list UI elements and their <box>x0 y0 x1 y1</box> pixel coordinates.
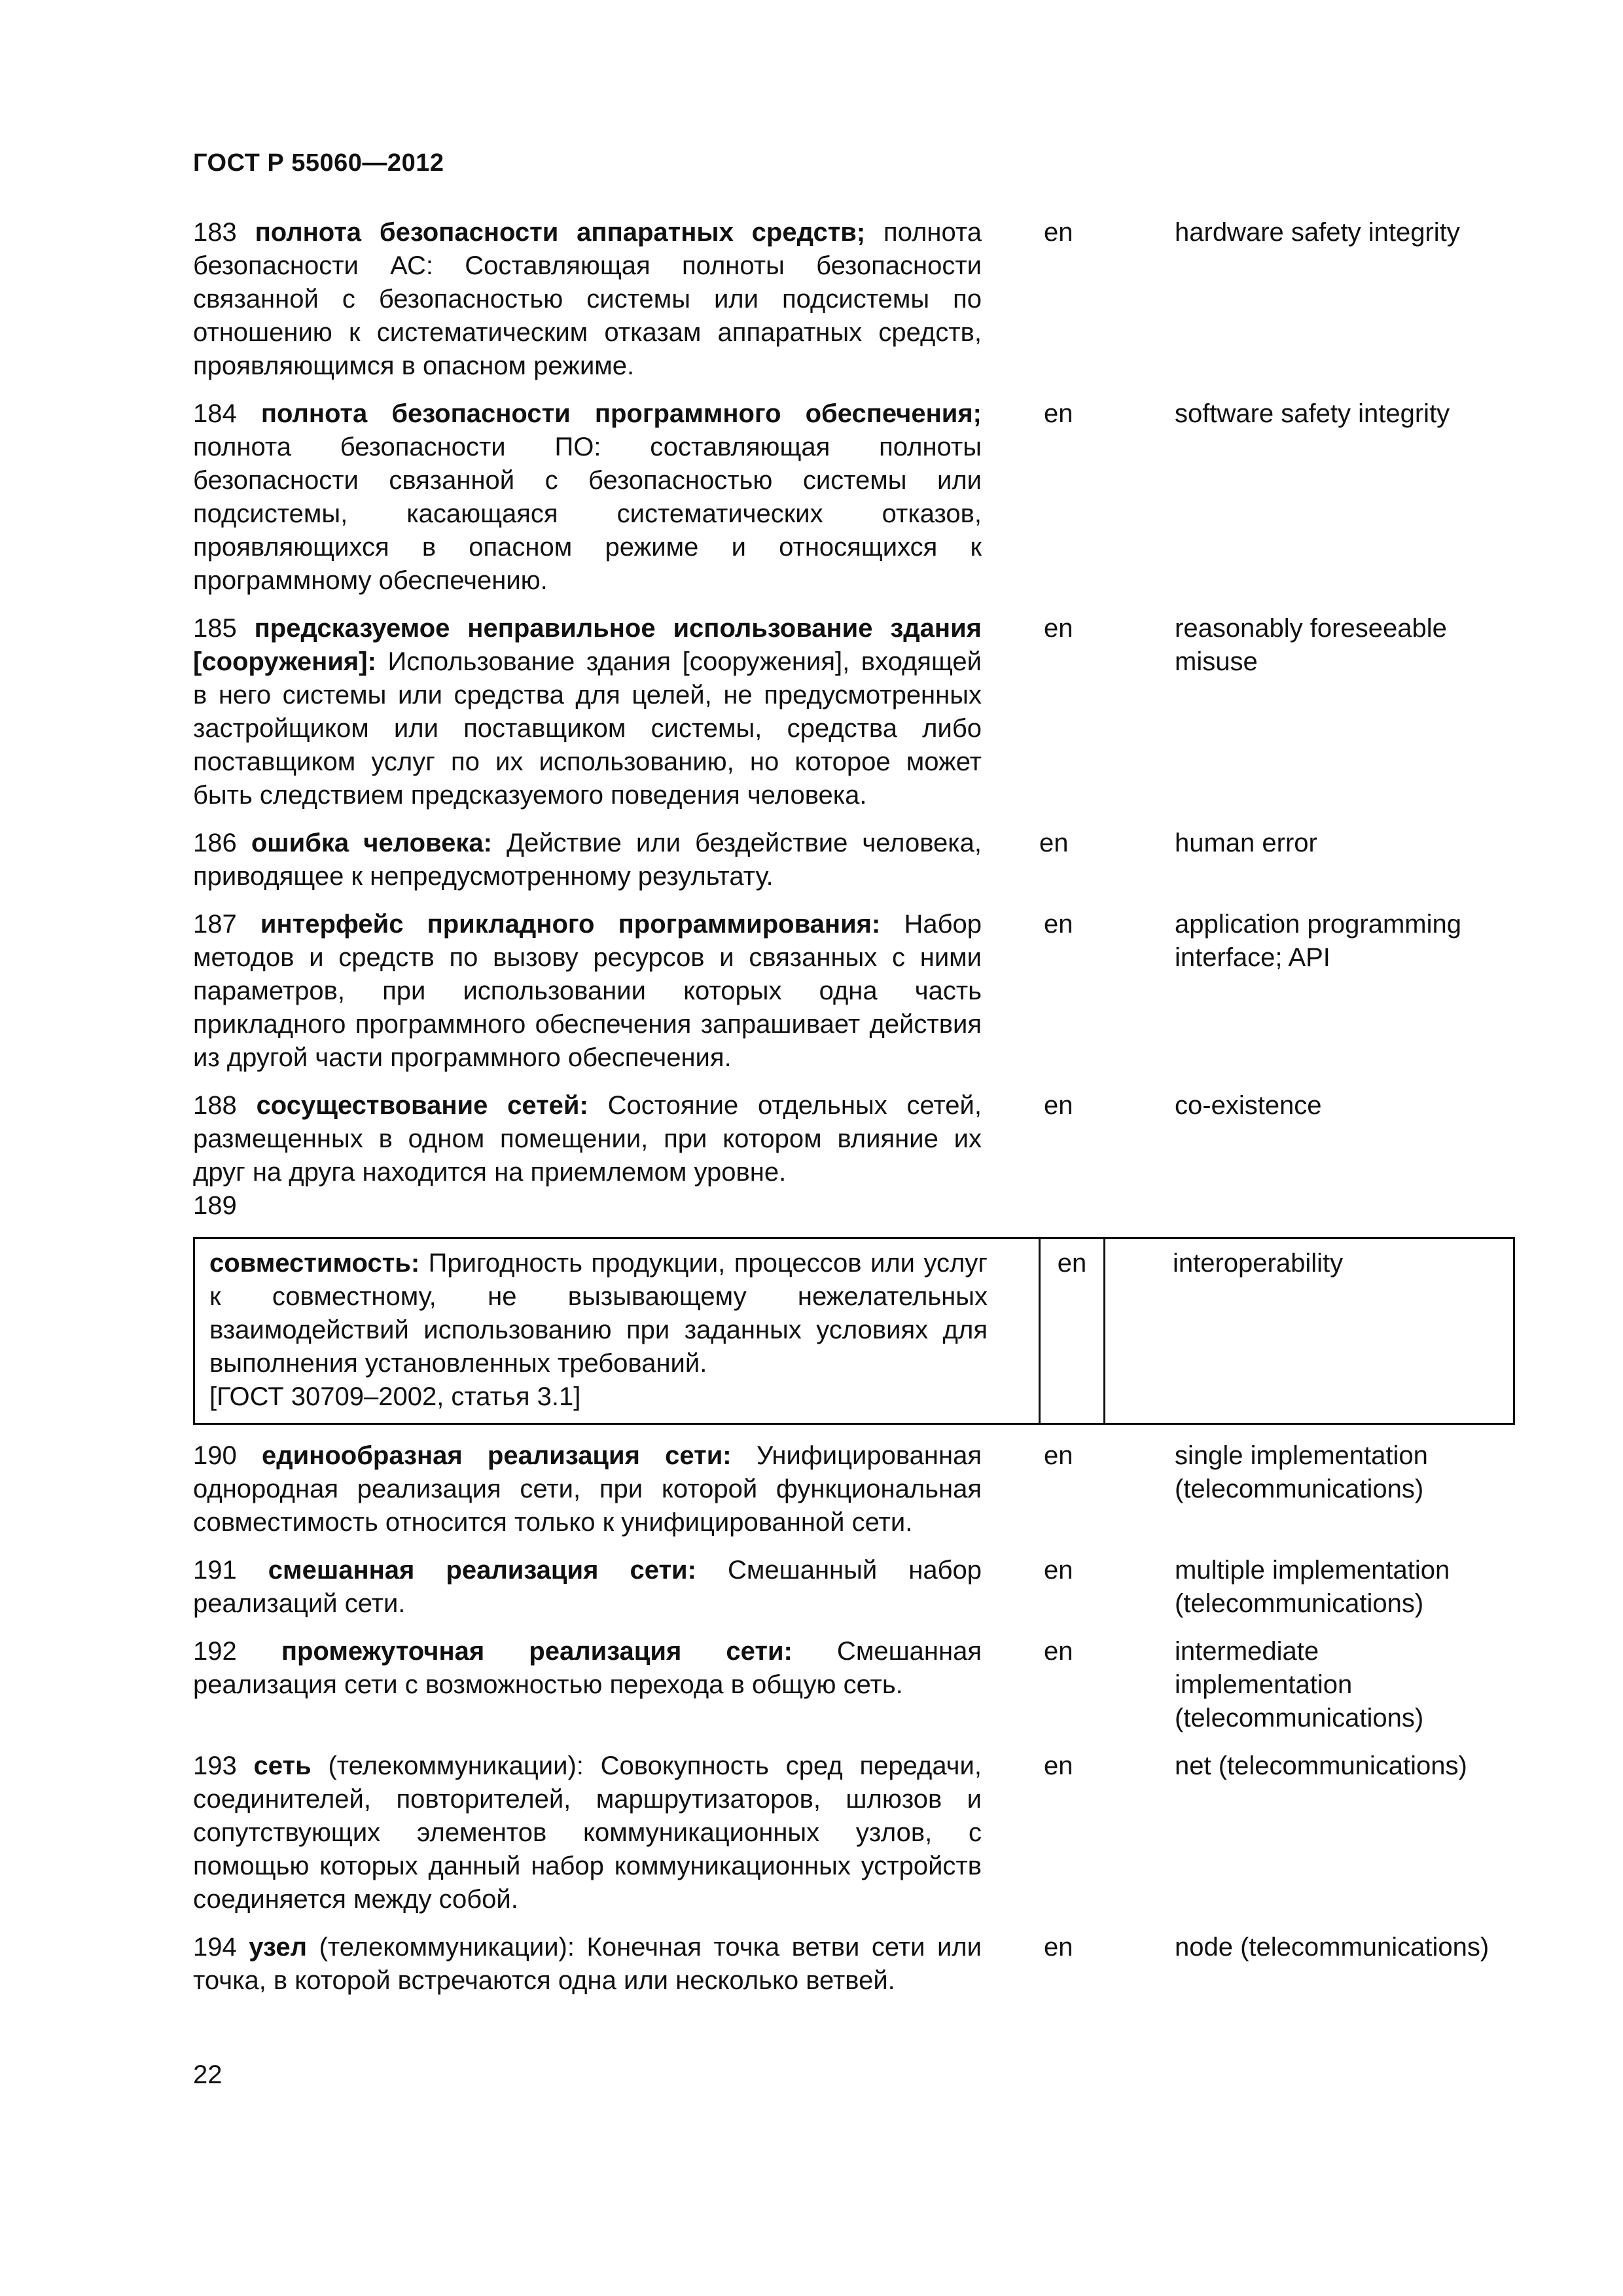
term-number: 190 <box>193 1441 237 1470</box>
term-title: единообразная реализация сети: <box>261 1441 732 1470</box>
term-english <box>1106 612 1446 679</box>
term-entry-184 <box>193 397 1515 598</box>
term-lang: en <box>1044 910 1073 939</box>
term-definition <box>193 397 982 598</box>
term-title: промежуточная реализация сети: <box>281 1637 793 1666</box>
term-english <box>1106 1439 1446 1506</box>
term-text: Действие или бездействие человека, приводящее к непредусмотренному результату. <box>193 829 982 891</box>
english-line: intermediate <box>1175 1637 1319 1666</box>
english-line: misuse <box>1175 647 1258 676</box>
term-entry-187 <box>193 908 1515 1075</box>
term-title: полнота безопасности программного обеспечения; <box>260 399 982 428</box>
term-lang: en <box>1044 1556 1073 1585</box>
english-line: (telecommunications) <box>1175 1475 1424 1503</box>
term-entry-188 <box>193 1089 1515 1189</box>
term-entry-194 <box>193 1931 1515 1998</box>
english-line: (telecommunications) <box>1175 1704 1424 1732</box>
term-number: 188 <box>193 1091 237 1120</box>
term-title: предсказуемое неправильное использование здания [сооружения]: <box>193 614 982 676</box>
term-definition <box>193 1439 982 1539</box>
term-title: смешанная реализация сети: <box>268 1556 696 1585</box>
term-number: 183 <box>193 218 237 247</box>
english-line: human error <box>1175 829 1317 857</box>
term-entry-193 <box>193 1749 1515 1916</box>
term-text: Смешанная реализация сети с возможностью перехода в общую сеть. <box>193 1637 982 1699</box>
term-english <box>1106 1089 1446 1122</box>
term-lang: en <box>1044 1441 1073 1470</box>
term-definition <box>193 216 982 383</box>
term-text: Состояние отдельных сетей, размещенных в одном помещении, при котором влияние их друг на друга находится на приемлемом уровне. <box>193 1091 982 1187</box>
term-number: 185 <box>193 614 237 643</box>
page-number: 22 <box>193 2060 223 2089</box>
term-definition <box>193 1931 982 1998</box>
term-title: интерфейс прикладного программирования: <box>260 910 881 939</box>
term-definition <box>193 1089 982 1189</box>
term-text: Набор методов и средств по вызову ресурсов и связанных с ними параметров, при использовании которых одна часть прикладного программного обеспечения запрашивает действия из другой части программного обеспечения. <box>193 910 982 1072</box>
english-line: hardware safety integrity <box>1175 218 1460 247</box>
term-lang: en <box>1044 1751 1073 1780</box>
term-english <box>1106 216 1460 249</box>
term-text: Пригодность продукции, процессов или услуг к совместному, не вызывающему нежелательных взаимодействий использованию при заданных условиях для выполнения установленных требований. <box>209 1249 988 1378</box>
term-english <box>1106 908 1462 975</box>
english-line: node (telecommunications) <box>1175 1933 1489 1962</box>
term-title: ошибка человека: <box>251 829 492 857</box>
term-definition <box>193 1749 982 1916</box>
english-line: multiple implementation <box>1175 1556 1450 1585</box>
english-line: reasonably foreseeable <box>1175 614 1447 643</box>
term-text: (телекоммуникации): Совокупность сред передачи, соединителей, повторителей, маршрутизаторов, шлюзов и сопутствующих элементов коммуникационных узлов, с помощью которых данный набор коммуникационных устройств соединяется между собой. <box>193 1751 982 1914</box>
term-definition <box>193 612 982 812</box>
term-entry-186 <box>193 827 1515 893</box>
english-line: software safety integrity <box>1175 399 1450 428</box>
term-definition <box>193 1554 982 1621</box>
term-entry-183 <box>193 216 1515 383</box>
term-english <box>1106 1554 1450 1621</box>
english-line: co-existence <box>1175 1091 1322 1120</box>
term-text: Использование здания [сооружения], входящей в него системы или средства для целей, не предусмотренных застройщиком или поставщиком системы, средства либо поставщиком услуг по их использованию, но которое может быть следствием предсказуемого поведения человека. <box>193 647 982 810</box>
term-lang: en <box>1044 614 1073 643</box>
term-title: совместимость: <box>209 1249 420 1278</box>
term-number: 192 <box>193 1637 237 1666</box>
term-lang: en <box>1044 1933 1073 1962</box>
term-number: 193 <box>193 1751 237 1780</box>
english-line: implementation <box>1175 1670 1353 1699</box>
term-text: полнота безопасности АС: Составляющая полноты безопасности связанной с безопасностью системы или подсистемы по отношению к систематическим отказам аппаратных средств, проявляющимся в опасном режиме. <box>193 218 982 380</box>
term-entry-191 <box>193 1554 1515 1621</box>
english-line: interface; API <box>1175 943 1330 972</box>
term-lang: en <box>1041 1239 1105 1423</box>
term-number-189: 189 <box>193 1191 237 1220</box>
term-text: (телекоммуникации): Конечная точка ветви сети или точка, в которой встречаются одна или несколько ветвей. <box>193 1933 982 1995</box>
term-english: interoperability <box>1173 1249 1344 1278</box>
term-number: 184 <box>193 399 237 428</box>
term-lang: en <box>1039 829 1069 857</box>
term-text: полнота безопасности ПО: составляющая полноты безопасности связанной с безопасностью системы или подсистемы, касающаяся систематических отказов, проявляющихся в опасном режиме и относящихся к программному обеспечению. <box>193 433 982 595</box>
term-number: 187 <box>193 910 237 939</box>
term-entry-189-box <box>193 1237 1515 1425</box>
term-list <box>193 216 1515 2012</box>
english-line: single implementation <box>1175 1441 1428 1470</box>
term-number: 194 <box>193 1933 237 1962</box>
term-text: Унифицированная однородная реализация сети, при которой функциональная совместимость относится только к унифицированной сети. <box>193 1441 982 1537</box>
term-definition <box>195 1239 1041 1423</box>
term-entry-190 <box>193 1439 1515 1539</box>
term-text: Смешанный набор реализаций сети. <box>193 1556 982 1618</box>
term-english <box>1106 397 1450 431</box>
term-title: узел <box>249 1933 308 1962</box>
term-english <box>1106 1931 1489 1964</box>
term-lang: en <box>1044 1637 1073 1666</box>
term-definition <box>193 1635 982 1702</box>
term-entry-192 <box>193 1635 1515 1735</box>
term-lang: en <box>1044 218 1073 247</box>
term-entry-185 <box>193 612 1515 812</box>
term-definition <box>193 908 982 1075</box>
term-english <box>1106 1749 1467 1783</box>
english-line: net (telecommunications) <box>1175 1751 1467 1780</box>
english-line: application programming <box>1175 910 1462 939</box>
term-title: сеть <box>253 1751 312 1780</box>
term-reference: [ГОСТ 30709–2002, статья 3.1] <box>209 1382 581 1411</box>
term-title: сосуществование сетей: <box>256 1091 588 1120</box>
term-title: полнота безопасности аппаратных средств; <box>255 218 866 247</box>
english-line: (telecommunications) <box>1175 1589 1424 1618</box>
term-definition <box>193 827 982 893</box>
document-header: ГОСТ Р 55060—2012 <box>193 149 444 177</box>
term-lang: en <box>1044 1091 1073 1120</box>
term-number: 186 <box>193 829 237 857</box>
term-number: 191 <box>193 1556 237 1585</box>
term-english <box>1106 1635 1446 1735</box>
term-english <box>1106 827 1446 860</box>
term-lang: en <box>1044 399 1073 428</box>
